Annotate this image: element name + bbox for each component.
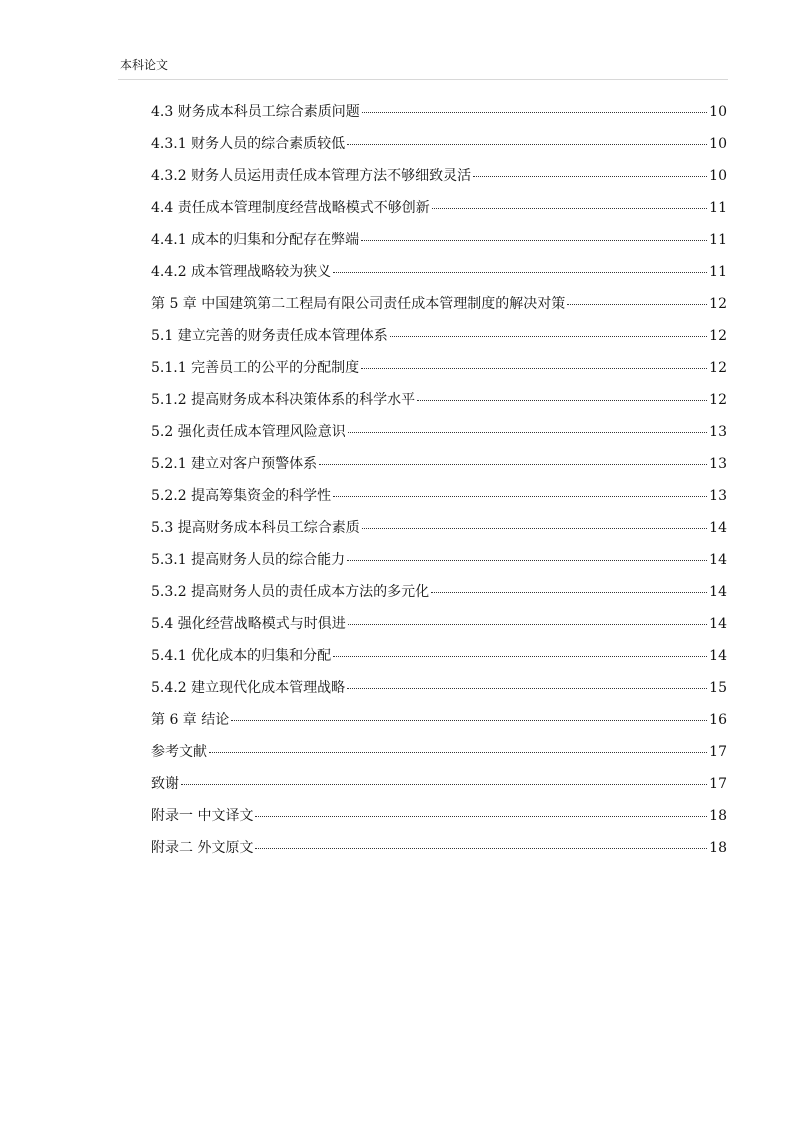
toc-entry-page-number: 13 xyxy=(709,488,727,504)
toc-entry[interactable] xyxy=(151,196,727,228)
toc-entry[interactable] xyxy=(151,324,727,356)
header-rule xyxy=(118,79,728,80)
toc-entry-title: 致谢 xyxy=(151,776,179,792)
toc-entry-title: 5.4.1 优化成本的归集和分配 xyxy=(151,648,332,664)
running-header: 本科论文 xyxy=(120,58,169,72)
toc-entry[interactable] xyxy=(151,644,727,676)
toc-dot-leader xyxy=(431,592,707,593)
toc-entry-page-number: 17 xyxy=(709,744,727,760)
toc-entry-page-number: 18 xyxy=(709,808,727,824)
toc-dot-leader xyxy=(333,272,707,273)
toc-entry[interactable] xyxy=(151,484,727,516)
toc-dot-leader xyxy=(348,624,707,625)
toc-entry[interactable] xyxy=(151,420,727,452)
toc-dot-leader xyxy=(347,560,707,561)
toc-entry-page-number: 11 xyxy=(709,264,727,280)
toc-entry-page-number: 18 xyxy=(709,840,727,856)
toc-entry[interactable] xyxy=(151,516,727,548)
toc-entry-page-number: 16 xyxy=(709,712,727,728)
toc-dot-leader xyxy=(181,784,707,785)
toc-entry[interactable] xyxy=(151,580,727,612)
toc-entry-title: 5.4.2 建立现代化成本管理战略 xyxy=(151,680,346,696)
toc-entry[interactable] xyxy=(151,388,727,420)
toc-entry-title: 附录一 中文译文 xyxy=(151,808,254,824)
toc-entry[interactable] xyxy=(151,676,727,708)
toc-entry-page-number: 10 xyxy=(709,104,727,120)
toc-entry-page-number: 14 xyxy=(709,584,727,600)
toc-dot-leader xyxy=(361,240,707,241)
toc-entry[interactable] xyxy=(151,260,727,292)
toc-entry[interactable] xyxy=(151,164,727,196)
toc-dot-leader xyxy=(362,528,707,529)
toc-entry-title: 5.2.2 提高筹集资金的科学性 xyxy=(151,488,332,504)
toc-entry[interactable] xyxy=(151,804,727,836)
toc-entry-title: 5.1 建立完善的财务责任成本管理体系 xyxy=(151,328,388,344)
toc-entry-title: 参考文献 xyxy=(151,744,207,760)
toc-entry-title: 5.1.2 提高财务成本科决策体系的科学水平 xyxy=(151,392,416,408)
toc-dot-leader xyxy=(567,304,707,305)
toc-entry-page-number: 17 xyxy=(709,776,727,792)
toc-entry[interactable] xyxy=(151,708,727,740)
toc-dot-leader xyxy=(255,848,707,849)
toc-entry[interactable] xyxy=(151,740,727,772)
toc-entry-page-number: 14 xyxy=(709,616,727,632)
toc-entry-page-number: 10 xyxy=(709,136,727,152)
toc-entry[interactable] xyxy=(151,292,727,324)
toc-entry-page-number: 12 xyxy=(709,296,727,312)
toc-entry[interactable] xyxy=(151,612,727,644)
toc-entry-page-number: 15 xyxy=(709,680,727,696)
toc-entry-page-number: 11 xyxy=(709,200,727,216)
toc-entry-title: 5.3.1 提高财务人员的综合能力 xyxy=(151,552,346,568)
toc-dot-leader xyxy=(348,432,707,433)
toc-dot-leader xyxy=(417,400,707,401)
toc-entry-page-number: 13 xyxy=(709,424,727,440)
toc-dot-leader xyxy=(347,688,707,689)
toc-entry-page-number: 12 xyxy=(709,392,727,408)
toc-entry-title: 5.2 强化责任成本管理风险意识 xyxy=(151,424,346,440)
toc-dot-leader xyxy=(209,752,707,753)
toc-dot-leader xyxy=(390,336,707,337)
toc-dot-leader xyxy=(361,368,707,369)
toc-entry-page-number: 11 xyxy=(709,232,727,248)
toc-entry-title: 5.3.2 提高财务人员的责任成本方法的多元化 xyxy=(151,584,430,600)
toc-entry-title: 4.3.1 财务人员的综合素质较低 xyxy=(151,136,346,152)
toc-entry[interactable] xyxy=(151,132,727,164)
toc-entry-page-number: 14 xyxy=(709,648,727,664)
toc-entry[interactable] xyxy=(151,100,727,132)
toc-entry[interactable] xyxy=(151,356,727,388)
toc-dot-leader xyxy=(432,208,707,209)
toc-dot-leader xyxy=(319,464,707,465)
table-of-contents xyxy=(151,100,727,868)
toc-dot-leader xyxy=(255,816,707,817)
toc-entry-title: 5.2.1 建立对客户预警体系 xyxy=(151,456,318,472)
toc-dot-leader xyxy=(333,496,707,497)
toc-entry-title: 5.1.1 完善员工的公平的分配制度 xyxy=(151,360,360,376)
toc-entry-title: 5.4 强化经营战略模式与时俱进 xyxy=(151,616,346,632)
toc-entry-title: 4.3.2 财务人员运用责任成本管理方法不够细致灵活 xyxy=(151,168,472,184)
toc-entry-title: 第 6 章 结论 xyxy=(151,712,230,728)
toc-entry[interactable] xyxy=(151,452,727,484)
toc-entry-title: 附录二 外文原文 xyxy=(151,840,254,856)
toc-entry-title: 4.3 财务成本科员工综合素质问题 xyxy=(151,104,360,120)
toc-entry-title: 4.4.1 成本的归集和分配存在弊端 xyxy=(151,232,360,248)
toc-entry-title: 第 5 章 中国建筑第二工程局有限公司责任成本管理制度的解决对策 xyxy=(151,296,566,312)
toc-entry-page-number: 14 xyxy=(709,520,727,536)
toc-entry-title: 4.4 责任成本管理制度经营战略模式不够创新 xyxy=(151,200,430,216)
toc-entry-page-number: 10 xyxy=(709,168,727,184)
toc-entry-page-number: 14 xyxy=(709,552,727,568)
toc-entry-page-number: 12 xyxy=(709,328,727,344)
toc-entry-page-number: 13 xyxy=(709,456,727,472)
toc-entry[interactable] xyxy=(151,836,727,868)
toc-entry[interactable] xyxy=(151,548,727,580)
toc-entry-title: 5.3 提高财务成本科员工综合素质 xyxy=(151,520,360,536)
toc-dot-leader xyxy=(362,112,707,113)
toc-dot-leader xyxy=(473,176,707,177)
toc-entry[interactable] xyxy=(151,772,727,804)
toc-dot-leader xyxy=(231,720,707,721)
toc-dot-leader xyxy=(333,656,707,657)
toc-entry-title: 4.4.2 成本管理战略较为狭义 xyxy=(151,264,332,280)
toc-entry[interactable] xyxy=(151,228,727,260)
toc-dot-leader xyxy=(347,144,707,145)
toc-entry-page-number: 12 xyxy=(709,360,727,376)
